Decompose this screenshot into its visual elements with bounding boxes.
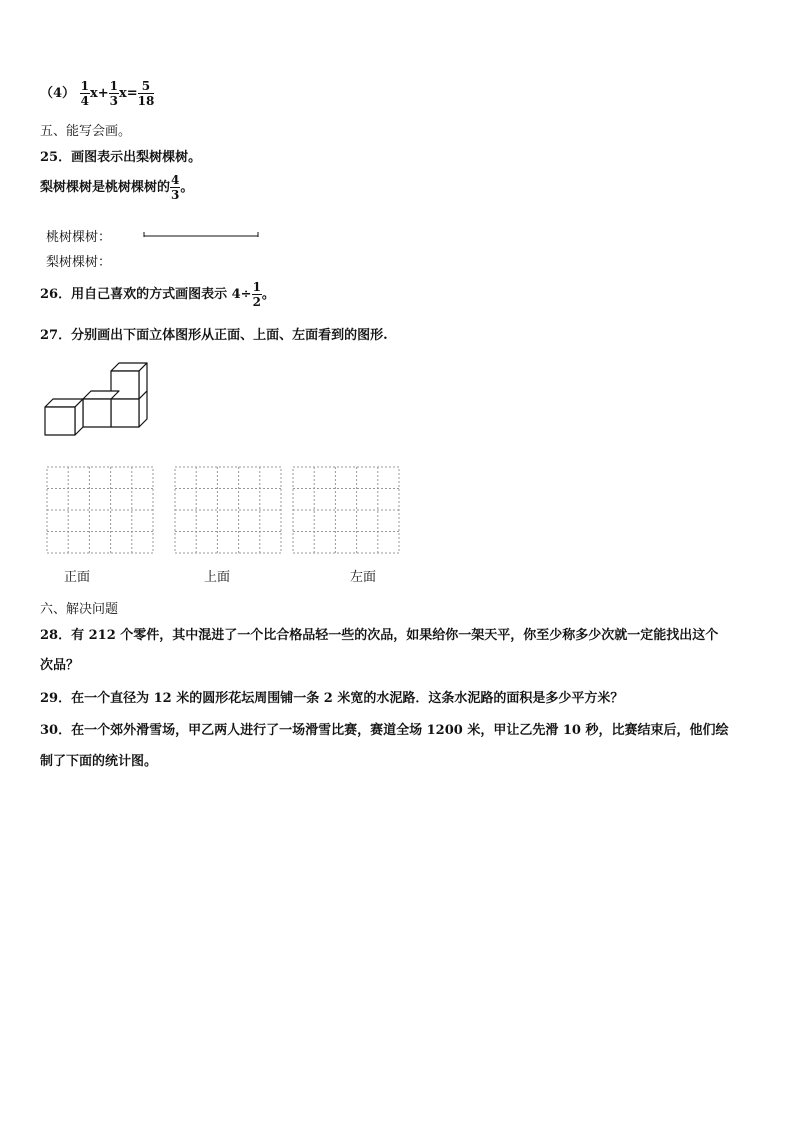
q4-label: （4） (40, 86, 76, 101)
q25-text: 25．画图表示出梨树棵树。 (40, 150, 202, 165)
q30-line1: 30．在一个郊外滑雪场，甲乙两人进行了一场滑雪比赛，赛道全场 1200 米，甲让乙先滑 10 秒，比赛结束后，他们绘 (40, 723, 729, 738)
section-5-title: 五、能写会画。 (40, 124, 132, 139)
fraction-1-2: $\frac{1}{2}$ (252, 280, 261, 309)
left-view-caption: 左面 (350, 570, 377, 585)
q30-line2: 制了下面的统计图。 (40, 754, 158, 769)
q25-line2: 梨树棵树是桃树棵树的 $\frac{4}{3}$ 。 (40, 173, 194, 202)
equation-q4 (40, 80, 154, 107)
q28-line1: 28．有 212 个零件，其中混进了一个比合格品轻一些的次品，如果给你一架天平，你至少称多少次就一定能找出这个 (40, 628, 719, 643)
fraction-1-4: $\frac{1}{4}$ (80, 79, 89, 108)
q27-text: 27．分别画出下面立体图形从正面、上面、左面看到的图形. (40, 328, 388, 343)
q26-text: 26．用自己喜欢的方式画图表示 4÷ $\frac{1}{2}$ 。 (40, 280, 275, 309)
fraction-4-3: $\frac{4}{3}$ (171, 173, 180, 202)
pear-tree-label: 梨树棵树： (46, 255, 112, 270)
front-view-grid[interactable] (46, 466, 156, 556)
fraction-5-18: $\frac{5}{18}$ (137, 79, 155, 108)
q28-line2: 次品？ (40, 658, 80, 673)
top-view-caption: 上面 (204, 570, 231, 585)
section-6-title: 六、解决问题 (40, 602, 119, 617)
peach-tree-label: 桃树棵树： (46, 230, 112, 245)
q4-x2: x= (118, 86, 138, 101)
fraction-1-3: $\frac{1}{3}$ (109, 79, 118, 108)
q29-text: 29．在一个直径为 12 米的圆形花坛周围铺一条 2 米宽的水泥路．这条水泥路的面积是多少平方米？ (40, 691, 624, 706)
peach-tree-segment (142, 230, 262, 240)
top-view-grid[interactable] (174, 466, 284, 556)
front-view-caption: 正面 (64, 570, 91, 585)
q4-x1: x+ (89, 86, 109, 101)
left-view-grid[interactable] (292, 466, 402, 556)
cube-solid-figure (40, 360, 160, 446)
